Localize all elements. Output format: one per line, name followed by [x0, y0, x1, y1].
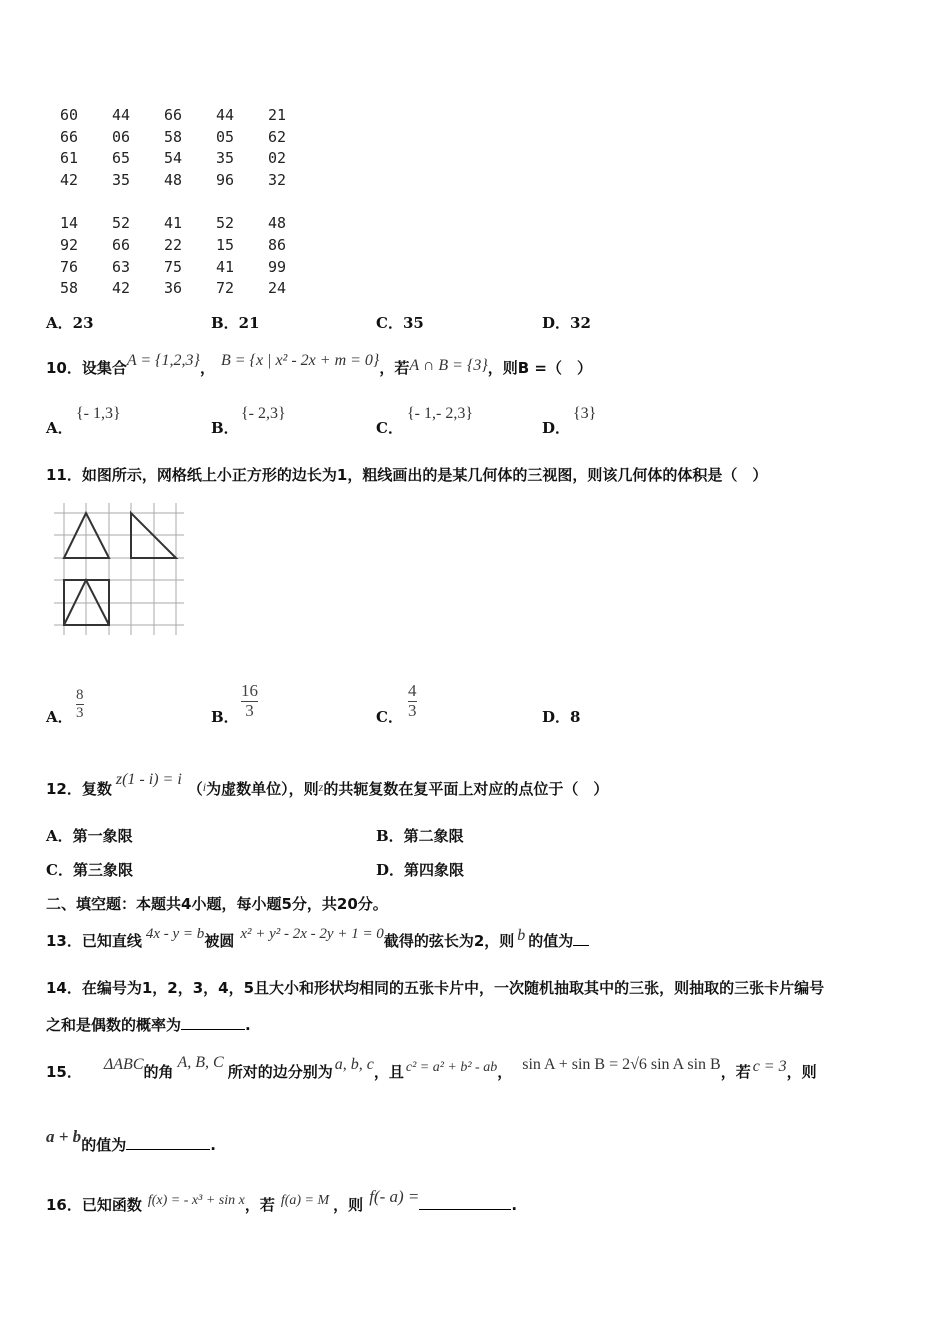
q13-stem	[46, 926, 589, 951]
q15-law-of-cosines: c² = a² + b² - ab	[405, 1060, 498, 1075]
q16-answer-blank	[419, 1209, 511, 1210]
q16-number: 16．已知函数	[46, 1196, 142, 1214]
fraction-denominator: 3	[245, 700, 254, 720]
q11-option-d: D．8	[542, 708, 581, 726]
three-view-diagram	[54, 503, 186, 637]
q15-triangle: ΔABC	[103, 1056, 144, 1073]
q11-option-a-label: A．	[46, 708, 73, 726]
table-cell: 44	[112, 106, 131, 124]
grid-lines	[54, 503, 184, 635]
q11-option-c-label: C．	[376, 708, 403, 726]
table-cell: 44	[216, 106, 235, 124]
q10-condition: A ∩ B = {3}	[409, 357, 488, 374]
q10-set-a: A = {1,2,3}	[126, 352, 200, 369]
q15-sides-text: 所对的边分别为	[227, 1063, 333, 1081]
q10-set-b: B = {x | x² - 2x + m = 0}	[220, 352, 380, 369]
q9-option-c: C．35	[376, 314, 424, 332]
table-cell: 06	[112, 128, 131, 146]
table-cell: 42	[60, 171, 79, 189]
q10-if: ，若	[379, 359, 410, 377]
q15-value-text: 的值为	[81, 1136, 127, 1154]
table-cell: 76	[60, 258, 79, 276]
q15-and: ，且	[373, 1063, 404, 1081]
table-cell: 41	[216, 258, 235, 276]
q12-option-b: B．第二象限	[376, 827, 464, 845]
table-cell: 32	[268, 171, 287, 189]
fraction-denominator: 3	[76, 704, 84, 721]
q11-stem: 11．如图所示，网格纸上小正方形的边长为1，粗线画出的是某几何体的三视图，则该几何体的体积是（ ）	[46, 466, 768, 484]
q15-sides: a, b, c	[334, 1056, 374, 1073]
q16-function: f(x) = - x³ + sin x	[147, 1193, 245, 1208]
table-cell: 48	[268, 214, 287, 232]
table-cell: 63	[112, 258, 131, 276]
table-cell: 35	[216, 149, 235, 167]
q16-fa: f(a) = M	[280, 1193, 330, 1208]
q15-if: ，若	[720, 1063, 751, 1081]
table-cell: 66	[60, 128, 79, 146]
q13-b-symbol: b	[517, 927, 526, 944]
table-cell: 75	[164, 258, 183, 276]
table-cell: 52	[112, 214, 131, 232]
q13-circle-equation: x² + y² - 2x - 2y + 1 = 0	[240, 926, 384, 942]
q15-comma: ，	[497, 1063, 513, 1081]
q16-f-neg-a: f(- a) =	[369, 1187, 420, 1206]
q15-end: .	[210, 1136, 216, 1154]
q13-end: 的值为	[528, 932, 574, 950]
q13-cut: 截得的弦长为2，则	[383, 932, 515, 950]
q10-then: ，则	[487, 359, 518, 377]
fraction-numerator: 8	[76, 687, 84, 703]
table-cell: 21	[268, 106, 287, 124]
q12-option-d: D．第四象限	[376, 861, 465, 879]
q12-rest1: 为虚数单位），则	[206, 780, 319, 798]
table-cell: 99	[268, 258, 287, 276]
table-cell: 35	[112, 171, 131, 189]
q12-expression: z(1 - i) = i	[115, 771, 182, 788]
q10-option-d-label: D．	[542, 419, 571, 437]
q10-option-a-label: A．	[46, 419, 73, 437]
table-cell: 36	[164, 279, 183, 297]
table-cell: 62	[268, 128, 287, 146]
q10-option-b-label: B．	[211, 419, 239, 437]
table-cell: 72	[216, 279, 235, 297]
q13-answer-blank	[573, 945, 589, 946]
q11-option-b-fraction	[241, 682, 258, 720]
table-cell: 58	[60, 279, 79, 297]
q10-option-c-value: {- 1,- 2,3}	[407, 405, 474, 422]
q16-if: ，若	[244, 1196, 275, 1214]
q10-option-b-value: {- 2,3}	[241, 405, 286, 422]
q15-number: 15．	[46, 1063, 82, 1081]
section-2-heading: 二、填空题：本题共4小题，每小题5分，共20分。	[46, 895, 388, 913]
q9-option-a: A．23	[46, 314, 94, 332]
table-cell: 60	[60, 106, 79, 124]
q15-angles: A, B, C	[177, 1054, 224, 1071]
table-cell: 96	[216, 171, 235, 189]
q14-line2-text: 之和是偶数的概率为	[46, 1016, 182, 1034]
q15-a-plus-b: a + b	[46, 1127, 82, 1146]
q10-ask: B =（ ）	[517, 359, 592, 377]
q10-comma: ，	[199, 359, 215, 377]
fraction-denominator: 3	[408, 700, 417, 720]
q15-c-value: c = 3	[752, 1058, 787, 1075]
q11-option-b-label: B．	[211, 708, 239, 726]
q15-answer-blank	[126, 1149, 210, 1150]
bold-view-lines	[64, 513, 176, 625]
fraction-numerator: 16	[241, 681, 258, 700]
q14-answer-blank	[181, 1029, 245, 1030]
q13-line-equation: 4x - y = b	[145, 926, 205, 942]
fraction-numerator: 4	[408, 681, 417, 700]
q12-number: 12．复数	[46, 780, 112, 798]
q12-stem	[46, 771, 609, 799]
q13-by: 被圆	[204, 932, 235, 950]
q14-line1: 14．在编号为1，2，3，4，5且大小和形状均相同的五张卡片中，一次随机抽取其中的三张，则抽取的三张卡片编号	[46, 979, 825, 997]
table-cell: 14	[60, 214, 79, 232]
table-cell: 41	[164, 214, 183, 232]
q16-stem	[46, 1187, 518, 1215]
q14-end: .	[245, 1016, 251, 1034]
q11-option-c-fraction	[408, 682, 417, 720]
table-cell: 05	[216, 128, 235, 146]
q12-option-a: A．第一象限	[46, 827, 133, 845]
table-cell: 92	[60, 236, 79, 254]
q15-of: 的角	[143, 1063, 174, 1081]
q9-option-d: D．32	[542, 314, 591, 332]
q15-then: ，则	[786, 1063, 817, 1081]
q10-option-a-value: {- 1,3}	[76, 405, 121, 422]
table-cell: 52	[216, 214, 235, 232]
q16-end: .	[511, 1196, 518, 1214]
table-cell: 54	[164, 149, 183, 167]
table-cell: 48	[164, 171, 183, 189]
q9-option-b: B．21	[211, 314, 260, 332]
q12-paren: （	[187, 780, 203, 798]
table-cell: 61	[60, 149, 79, 167]
q15-sine-equation: sin A + sin B = 2√6 sin A sin B	[522, 1056, 721, 1073]
table-cell: 58	[164, 128, 183, 146]
q12-z-symbol: z	[318, 780, 324, 794]
q14-line2	[46, 1014, 251, 1035]
table-cell: 42	[112, 279, 131, 297]
q12-option-c: C．第三象限	[46, 861, 133, 879]
table-cell: 66	[164, 106, 183, 124]
q10-option-d-value: {3}	[573, 405, 597, 422]
q13-number: 13．已知直线	[46, 932, 142, 950]
q15-line2	[46, 1127, 216, 1155]
table-cell: 65	[112, 149, 131, 167]
table-cell: 24	[268, 279, 287, 297]
q12-i-symbol: i	[202, 780, 207, 794]
q15-stem	[46, 1054, 817, 1082]
table-cell: 86	[268, 236, 287, 254]
q10-number: 10．设集合	[46, 359, 127, 377]
q10-stem	[46, 352, 592, 378]
table-cell: 22	[164, 236, 183, 254]
q10-option-c-label: C．	[376, 419, 403, 437]
table-cell: 02	[268, 149, 287, 167]
q11-option-a-fraction	[76, 687, 84, 721]
table-cell: 66	[112, 236, 131, 254]
table-cell: 15	[216, 236, 235, 254]
q12-rest2: 的共轭复数在复平面上对应的点位于（ ）	[323, 780, 609, 798]
q16-then: ，则	[333, 1196, 364, 1214]
